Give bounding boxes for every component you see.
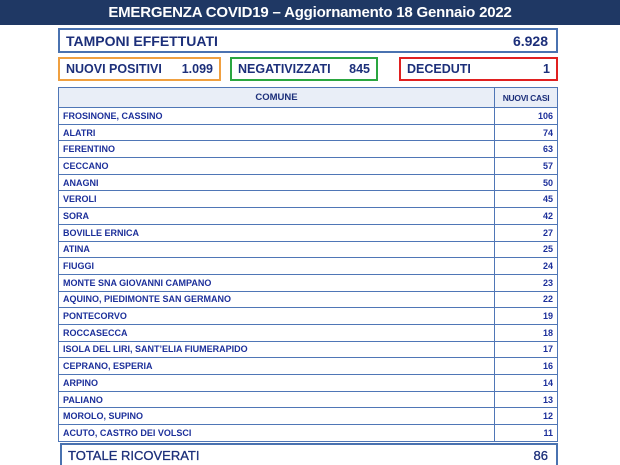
- comune-cell: ROCCASECCA: [59, 324, 495, 341]
- deceduti-label: DECEDUTI: [407, 62, 471, 76]
- casi-cell: 17: [495, 341, 558, 358]
- totale-ricoverati-value: 86: [533, 447, 548, 463]
- totale-ricoverati-box: [60, 443, 558, 465]
- casi-cell: 11: [495, 425, 558, 442]
- table-row: [59, 375, 558, 392]
- table-row: [59, 324, 558, 341]
- table-row: [59, 174, 558, 191]
- casi-cell: 23: [495, 274, 558, 291]
- casi-cell: 19: [495, 308, 558, 325]
- casi-cell: 42: [495, 208, 558, 225]
- totale-ricoverati-label: TOTALE RICOVERATI: [68, 447, 200, 463]
- comune-cell: FIUGGI: [59, 258, 495, 275]
- comune-cell: MONTE SNA GIOVANNI CAMPANO: [59, 274, 495, 291]
- column-header-comune: COMUNE: [59, 88, 495, 108]
- table-row: [59, 425, 558, 442]
- table-header-row: [59, 88, 558, 108]
- comune-cell: SORA: [59, 208, 495, 225]
- table-row: [59, 141, 558, 158]
- casi-cell: 14: [495, 375, 558, 392]
- table-row: [59, 108, 558, 125]
- casi-cell: 74: [495, 124, 558, 141]
- tamponi-box: [58, 28, 558, 53]
- casi-cell: 22: [495, 291, 558, 308]
- table-row: [59, 358, 558, 375]
- casi-cell: 16: [495, 358, 558, 375]
- table-row: [59, 224, 558, 241]
- comuni-table: [58, 87, 558, 442]
- table-row: [59, 308, 558, 325]
- comune-cell: CECCANO: [59, 158, 495, 175]
- casi-cell: 45: [495, 191, 558, 208]
- column-header-nuovi-casi: NUOVI CASI: [495, 88, 558, 108]
- comune-cell: ISOLA DEL LIRI, SANT’ELIA FIUMERAPIDO: [59, 341, 495, 358]
- comune-cell: ANAGNI: [59, 174, 495, 191]
- table-row: [59, 124, 558, 141]
- negativizzati-label: NEGATIVIZZATI: [238, 62, 331, 76]
- casi-cell: 106: [495, 108, 558, 125]
- casi-cell: 50: [495, 174, 558, 191]
- nuovi-positivi-box: [58, 57, 221, 81]
- casi-cell: 24: [495, 258, 558, 275]
- negativizzati-box: [230, 57, 378, 81]
- comune-cell: FERENTINO: [59, 141, 495, 158]
- table-row: [59, 274, 558, 291]
- casi-cell: 27: [495, 224, 558, 241]
- comune-cell: PONTECORVO: [59, 308, 495, 325]
- table-row: [59, 291, 558, 308]
- comune-cell: ACUTO, CASTRO DEI VOLSCI: [59, 425, 495, 442]
- table-row: [59, 208, 558, 225]
- table-row: [59, 191, 558, 208]
- nuovi-positivi-label: NUOVI POSITIVI: [66, 62, 162, 76]
- tamponi-value: 6.928: [512, 32, 548, 49]
- comune-cell: AQUINO, PIEDIMONTE SAN GERMANO: [59, 291, 495, 308]
- table-row: [59, 408, 558, 425]
- comune-cell: ARPINO: [59, 375, 495, 392]
- tamponi-label: TAMPONI EFFETTUATI: [66, 32, 218, 49]
- comune-cell: ATINA: [59, 241, 495, 258]
- casi-cell: 25: [495, 241, 558, 258]
- comune-cell: FROSINONE, CASSINO: [59, 108, 495, 125]
- table-row: [59, 158, 558, 175]
- casi-cell: 18: [495, 324, 558, 341]
- comune-cell: CEPRANO, ESPERIA: [59, 358, 495, 375]
- casi-cell: 12: [495, 408, 558, 425]
- comune-cell: ALATRI: [59, 124, 495, 141]
- table-row: [59, 258, 558, 275]
- comune-cell: PALIANO: [59, 391, 495, 408]
- negativizzati-value: 845: [349, 62, 370, 76]
- nuovi-positivi-value: 1.099: [181, 62, 213, 76]
- table-row: [59, 391, 558, 408]
- deceduti-value: 1: [543, 62, 550, 76]
- comune-cell: BOVILLE ERNICA: [59, 224, 495, 241]
- table-row: [59, 241, 558, 258]
- comune-cell: MOROLO, SUPINO: [59, 408, 495, 425]
- comune-cell: VEROLI: [59, 191, 495, 208]
- table-row: [59, 341, 558, 358]
- deceduti-box: [399, 57, 558, 81]
- casi-cell: 63: [495, 141, 558, 158]
- page-title: EMERGENZA COVID19 – Aggiornamento 18 Gennaio 2022: [0, 0, 620, 25]
- casi-cell: 13: [495, 391, 558, 408]
- casi-cell: 57: [495, 158, 558, 175]
